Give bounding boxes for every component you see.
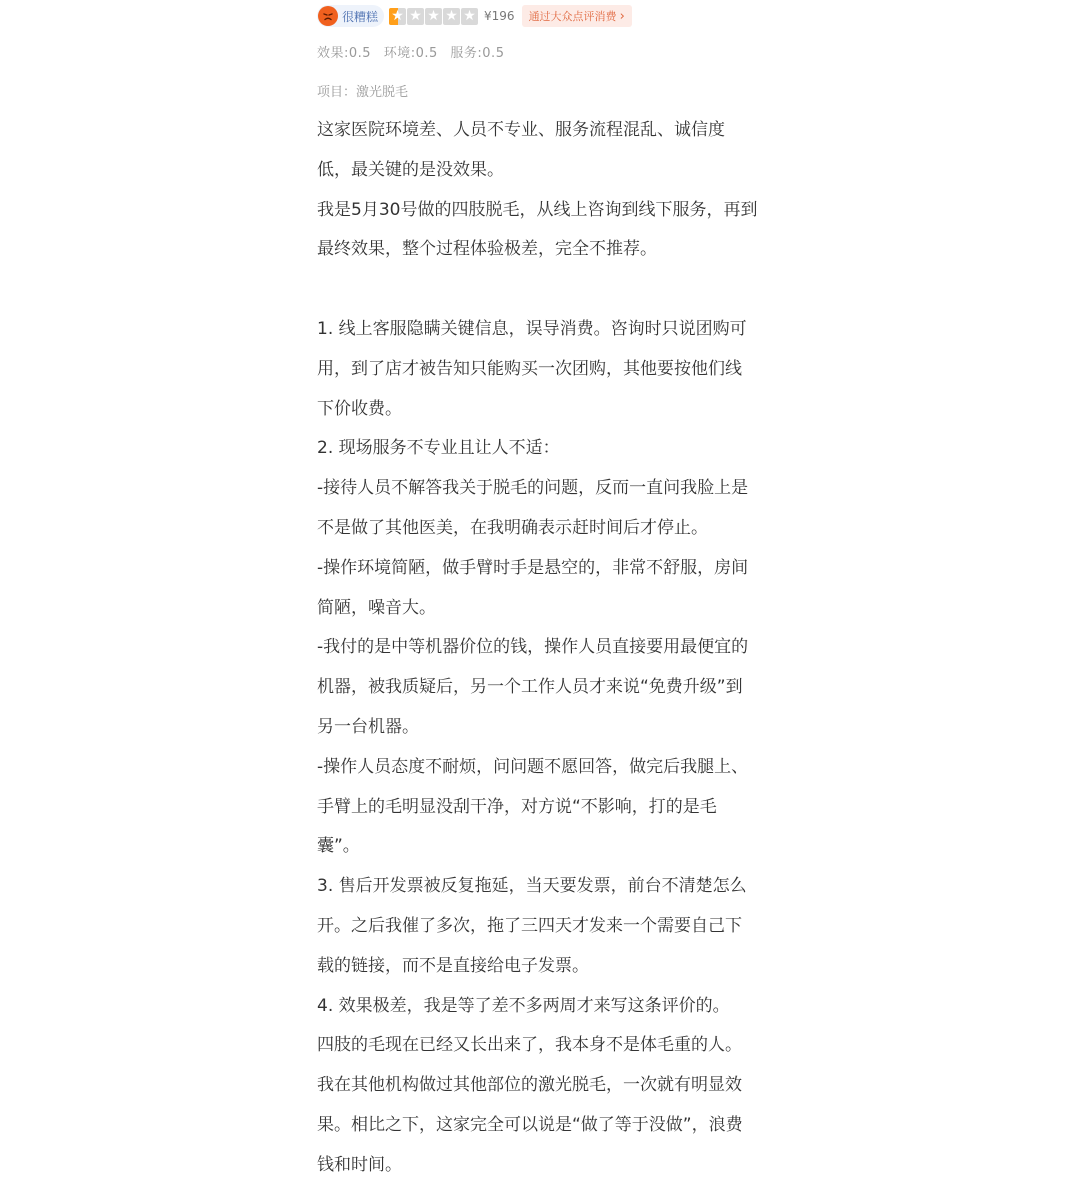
review-line: 另一台机器。 xyxy=(317,716,419,737)
review-line: 用，到了店才被告知只能购买一次团购，其他要按他们线 xyxy=(317,358,742,379)
star-icon: ★ xyxy=(407,8,424,25)
project-label: 项目：激光脱毛 xyxy=(317,85,409,100)
review-body xyxy=(317,110,767,1185)
review-line: 囊”。 xyxy=(317,836,360,857)
review-line: 机器，被我质疑后，另一个工作人员才来说“免费升级”到 xyxy=(317,677,743,698)
review-line: -我付的是中等机器价位的钱，操作人员直接要用最便宜的 xyxy=(317,637,749,658)
star-icon: ★ xyxy=(425,8,442,25)
review-line: -操作人员态度不耐烦，问问题不愿回答，做完后我腿上、 xyxy=(317,756,749,777)
review-line: 不是做了其他医美，在我明确表示赶时间后才停止。 xyxy=(317,517,708,538)
review-line: -操作环境简陋，做手臂时手是悬空的，非常不舒服，房间 xyxy=(317,557,749,578)
star-icon: ★ xyxy=(389,8,406,25)
review-line xyxy=(317,269,767,309)
review-line: 2. 现场服务不专业且让人不适： xyxy=(317,438,560,459)
score-effect: 效果:0.5 xyxy=(317,46,372,61)
review-line: 手臂上的毛明显没刮干净，对方说“不影响，打的是毛 xyxy=(317,796,717,817)
review-line: 我在其他机构做过其他部位的激光脱毛，一次就有明显效 xyxy=(317,1075,742,1096)
star-icon: ★ xyxy=(461,8,478,25)
review-line: 简陋，噪音大。 xyxy=(317,597,436,618)
review-line: 最终效果，整个过程体验极差，完全不推荐。 xyxy=(317,239,657,260)
review-card xyxy=(317,4,767,1185)
star-rating xyxy=(389,8,478,25)
review-line: 4. 效果极差，我是等了差不多两周才来写这条评价的。 xyxy=(317,995,730,1016)
sub-scores xyxy=(317,42,767,60)
review-line: 开。之后我催了多次，拖了三四天才发来一个需要自己下 xyxy=(317,915,742,936)
review-line: -接待人员不解答我关于脱毛的问题，反而一直问我脸上是 xyxy=(317,478,749,499)
review-line: 载的链接，而不是直接给电子发票。 xyxy=(317,955,589,976)
review-line: 1. 线上客服隐瞒关键信息，误导消费。咨询时只说团购可 xyxy=(317,318,747,339)
score-service: 服务:0.5 xyxy=(450,46,505,61)
review-line: 下价收费。 xyxy=(317,398,402,419)
review-header xyxy=(317,4,767,28)
price: ¥196 xyxy=(484,9,515,23)
star-icon: ★ xyxy=(443,8,460,25)
consumption-tag-label: 通过大众点评消费 xyxy=(528,10,617,23)
consumption-tag[interactable] xyxy=(522,5,632,27)
review-line: 3. 售后开发票被反复拖延，当天要发票，前台不清楚怎么 xyxy=(317,876,747,897)
review-line: 低，最关键的是没效果。 xyxy=(317,159,504,180)
angry-face-icon xyxy=(318,6,338,26)
review-line: 这家医院环境差、人员不专业、服务流程混乱、诚信度 xyxy=(317,120,725,140)
review-line: 果。相比之下，这家完全可以说是“做了等于没做”，浪费 xyxy=(317,1114,743,1135)
score-environment: 环境:0.5 xyxy=(383,46,438,61)
review-line: 我是5月30号做的四肢脱毛，从线上咨询到线下服务，再到 xyxy=(317,199,758,220)
chevron-right-icon: › xyxy=(619,8,625,24)
review-line: 四肢的毛现在已经又长出来了，我本身不是体毛重的人。 xyxy=(317,1035,742,1056)
review-line: 钱和时间。 xyxy=(317,1154,402,1175)
rating-badge xyxy=(317,5,384,27)
rating-label: 很糟糕 xyxy=(342,9,379,24)
